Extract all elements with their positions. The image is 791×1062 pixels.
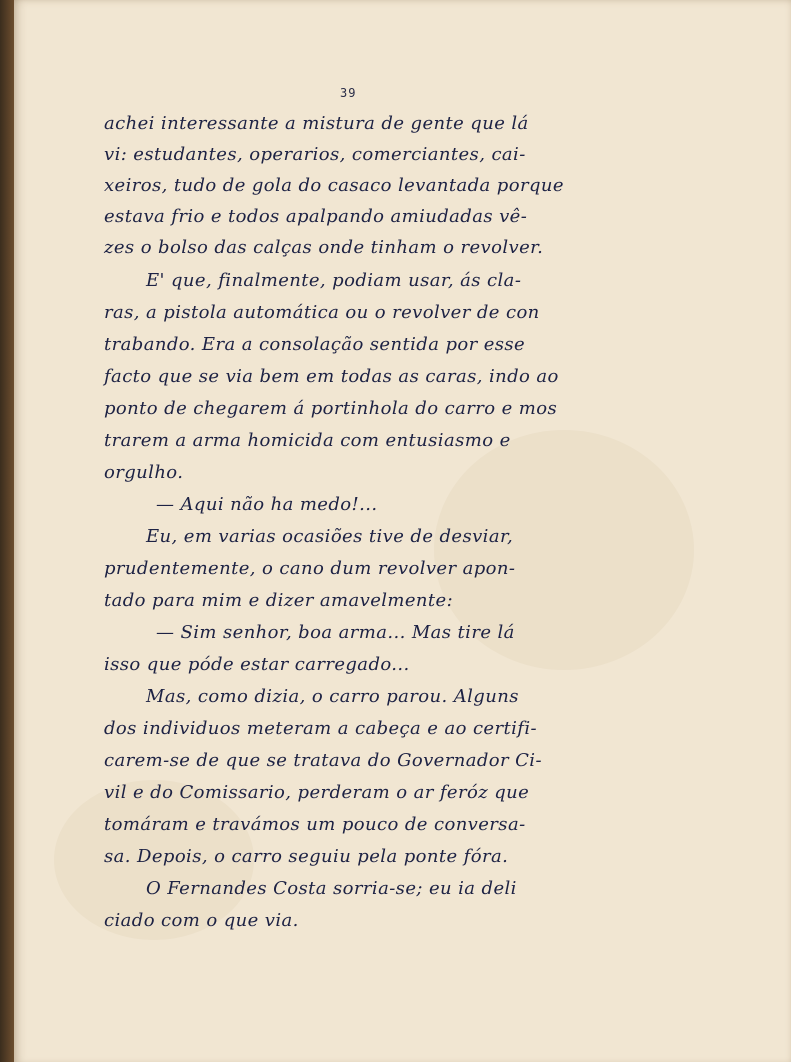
text-line: dos individuos meteram a cabeça e ao certifi- [104, 718, 537, 739]
book-spine-edge [0, 0, 14, 1062]
manuscript-page [14, 0, 791, 1062]
text-line: — Sim senhor, boa arma... Mas tire lá [156, 622, 515, 643]
text-line: vil e do Comissario, perderam o ar feróz que [104, 782, 530, 803]
text-line: ras, a pistola automática ou o revolver de con [104, 302, 540, 323]
text-line: O Fernandes Costa sorria-se; eu ia deli [146, 878, 517, 899]
text-line: orgulho. [104, 462, 184, 483]
text-line: isso que póde estar carregado... [104, 654, 410, 675]
text-line: achei interessante a mistura de gente que lá [104, 113, 529, 134]
text-line: prudentemente, o cano dum revolver apon- [104, 558, 516, 579]
text-line: Mas, como dizia, o carro parou. Alguns [146, 686, 519, 707]
text-line: carem-se de que se tratava do Governador Ci- [104, 750, 542, 771]
text-line: zes o bolso das calças onde tinham o revolver. [104, 237, 544, 258]
text-line: ciado com o que via. [104, 910, 299, 931]
text-line: E' que, finalmente, podiam usar, ás cla- [146, 270, 522, 291]
text-line: trabando. Era a consolação sentida por esse [104, 334, 526, 355]
text-line: vi: estudantes, operarios, comerciantes, cai- [104, 144, 526, 165]
text-line: xeiros, tudo de gola do casaco levantada porque [104, 175, 564, 196]
page-number: 39 [340, 86, 357, 100]
text-line: facto que se via bem em todas as caras, indo ao [104, 366, 559, 387]
text-line: trarem a arma homicida com entusiasmo e [104, 430, 511, 451]
text-line: — Aqui não ha medo!... [156, 494, 378, 515]
text-line: tomáram e travámos um pouco de conversa- [104, 814, 526, 835]
text-line: estava frio e todos apalpando amiudadas vê- [104, 206, 528, 227]
text-line: ponto de chegarem á portinhola do carro e mos [104, 398, 558, 419]
text-line: Eu, em varias ocasiões tive de desviar, [146, 526, 514, 547]
text-line: sa. Depois, o carro seguiu pela ponte fóra. [104, 846, 509, 867]
text-line: tado para mim e dizer amavelmente: [104, 590, 454, 611]
